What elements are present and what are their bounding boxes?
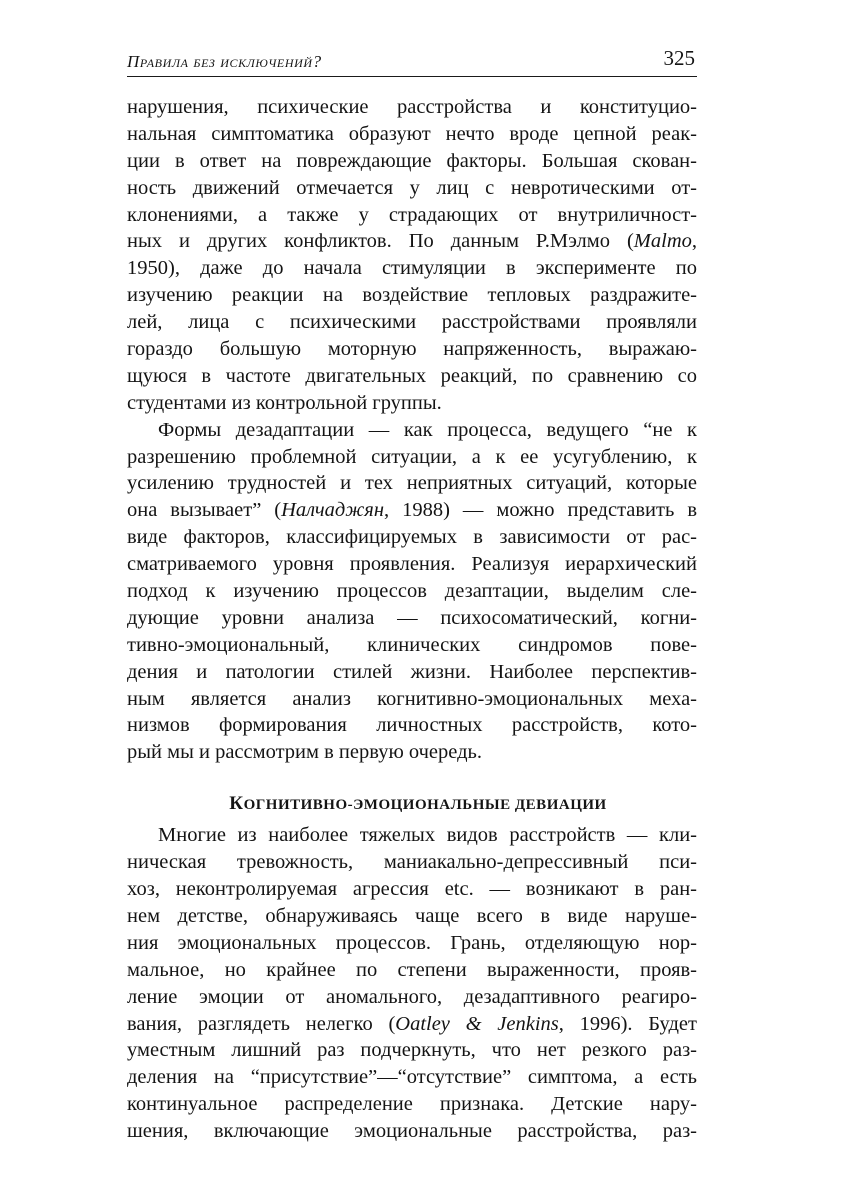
text-line: тивно-эмоциональный, клинических синдромов пове- (127, 633, 697, 656)
paragraph-2 (127, 417, 697, 767)
text-line: щуюся в частоте двигательных реакций, по сравнению со (127, 364, 697, 387)
text-line: сматриваемого уровня проявления. Реализуя иерархический (127, 553, 697, 576)
page-body (127, 94, 697, 1145)
text-fragment: , 1996). Будет (558, 1012, 697, 1035)
text-line: шения, включающие эмоциональные расстройства, раз- (127, 1120, 697, 1143)
text-line: клонениями, а также у страдающих от внутриличност- (127, 203, 697, 226)
text-line: рый мы и рассмотрим в первую очередь. (127, 741, 483, 764)
text-line: дующие уровни анализа — психосоматический, когни- (127, 606, 697, 629)
citation-nalchadzhyan: Налчаджян (281, 499, 384, 522)
text-line: разрешению проблемной ситуации, а к ее усугублению, к (127, 445, 697, 468)
text-line: ния эмоциональных процессов. Грань, отделяющую нор- (127, 931, 697, 954)
text-line: низмов формирования личностных расстройств, кото- (127, 714, 697, 737)
text-line (127, 1011, 697, 1038)
text-line: ническая тревожность, маниакально-депрессивный пси- (127, 851, 697, 874)
paragraph-3 (127, 822, 697, 1145)
text-fragment: , 1988) — можно представить в (384, 499, 697, 522)
page-number: 325 (663, 46, 695, 70)
text-line: лей, лица с психическими расстройствами проявляли (127, 311, 697, 334)
heading-rest: ОГНИТИВНО-ЭМОЦИОНАЛЬНЫЕ ДЕВИАЦИИ (243, 797, 607, 814)
running-title: Правила без исключений? (127, 52, 322, 71)
section-heading (127, 790, 697, 818)
text-line: нальная симптоматика образуют нечто вроде цепной реак- (127, 122, 697, 145)
text-line: континуальное распределение признака. Детские нару- (127, 1093, 697, 1116)
paragraph-1 (127, 94, 697, 417)
text-line: Формы дезадаптации — как процесса, ведущего “не к (158, 418, 697, 441)
text-line: деления на “присутствие”—“отсутствие” симптома, а есть (127, 1066, 697, 1089)
text-line: нарушения, психические расстройства и конституцио- (127, 96, 697, 118)
text-line: студентами из контрольной группы. (127, 391, 442, 414)
header-rule (127, 76, 697, 77)
text-fragment: , (691, 230, 697, 253)
heading-initial: К (229, 793, 244, 815)
text-line: 1950), даже до начала стимуляции в эксперименте по (127, 257, 697, 280)
text-line: уместным лишний раз подчеркнуть, что нет резкого раз- (127, 1039, 697, 1062)
text-line: виде факторов, классифицируемых в зависимости от рас- (127, 526, 697, 549)
text-line: ным является анализ когнитивно-эмоциональных меха- (127, 687, 697, 710)
text-fragment: вания, разглядеть нелегко ( (127, 1012, 396, 1035)
text-line: изучению реакции на воздействие тепловых раздражите- (127, 284, 697, 307)
citation-malmo: Malmo (633, 230, 692, 253)
text-line: ции в ответ на повреждающие факторы. Большая скован- (127, 149, 697, 172)
running-head (127, 46, 697, 76)
text-line: усилению трудностей и тех неприятных ситуаций, которые (127, 472, 697, 495)
text-fragment: она вызывает” ( (127, 499, 282, 522)
text-line: ление эмоции от аномального, дезадаптивного реагиро- (127, 985, 697, 1008)
text-line: хоз, неконтролируемая агрессия etc. — возникают в ран- (127, 878, 697, 901)
section-spacer (127, 766, 697, 790)
citation-oatley-jenkins: Oatley & Jenkins (395, 1012, 559, 1035)
text-line: Многие из наиболее тяжелых видов расстройств — кли- (158, 824, 697, 847)
text-line (127, 497, 697, 524)
text-fragment: ных и других конфликтов. По данным Р.Мэлмо ( (127, 230, 634, 253)
text-line (127, 228, 697, 255)
text-line: гораздо большую моторную напряженность, выражаю- (127, 338, 697, 361)
text-line: подход к изучению процессов дезаптации, выделим сле- (127, 580, 697, 603)
text-line: нем детстве, обнаруживаясь чаще всего в виде наруше- (127, 904, 697, 927)
text-line: мальное, но крайнее по степени выраженности, прояв- (127, 958, 697, 981)
text-line: ность движений отмечается у лиц с невротическими от- (127, 176, 697, 199)
text-line: дения и патологии стилей жизни. Наиболее перспектив- (127, 660, 697, 683)
